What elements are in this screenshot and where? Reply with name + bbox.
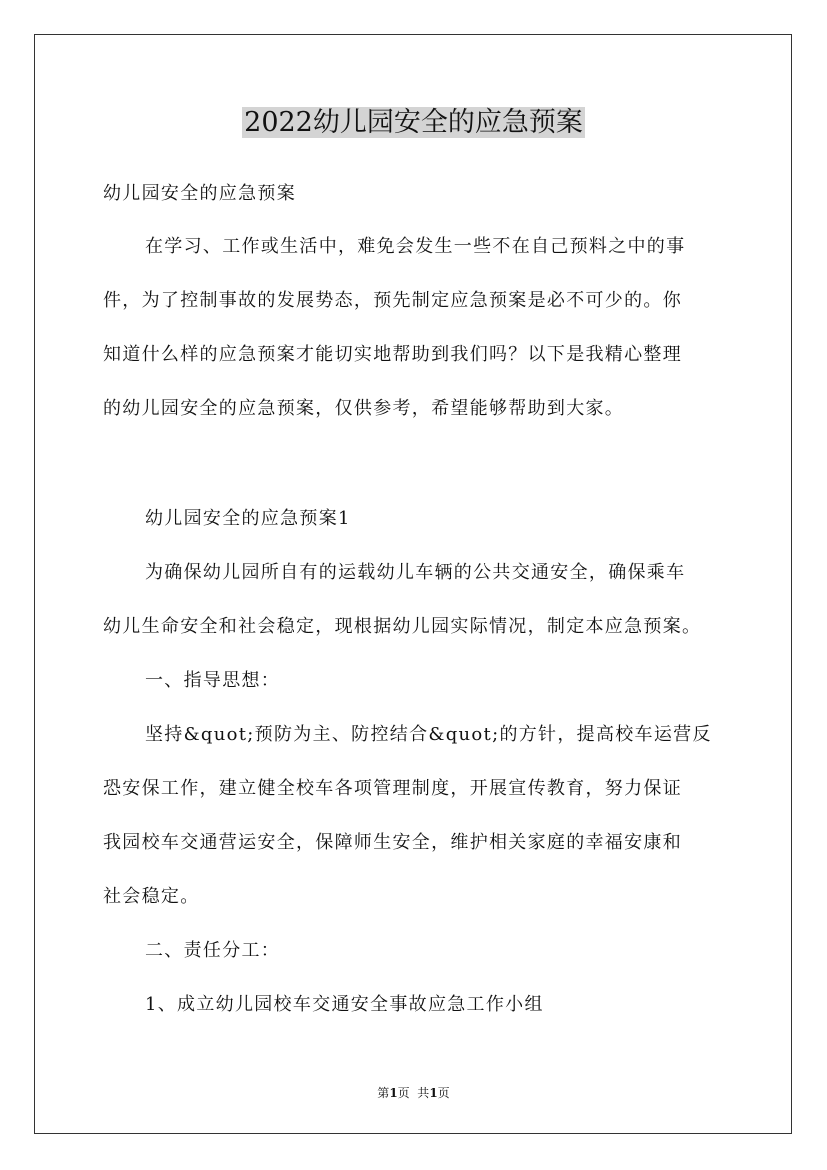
body-line: 幼儿生命安全和社会稳定，现根据幼儿园实际情况，制定本应急预案。 bbox=[103, 616, 702, 637]
body-line: 社会稳定。 bbox=[103, 886, 200, 907]
body-line: 为确保幼儿园所自有的运载幼儿车辆的公共交通安全，确保乘车 bbox=[145, 562, 686, 583]
document-title-text: 2022幼儿园安全的应急预案 bbox=[244, 107, 583, 138]
body-line: 我园校车交通营运安全，保障师生安全，维护相关家庭的幸福安康和 bbox=[103, 832, 682, 853]
body-line: 恐安保工作，建立健全校车各项管理制度，开展宣传教育，努力保证 bbox=[103, 778, 682, 799]
body-line: 在学习、工作或生活中，难免会发生一些不在自己预料之中的事 bbox=[145, 236, 686, 257]
body-line: 坚持&quot;预防为主、防控结合&quot;的方针，提高校车运营反 bbox=[145, 724, 712, 745]
body-line: 件，为了控制事故的发展势态，预先制定应急预案是必不可少的。你 bbox=[103, 290, 682, 311]
footer-mid: 页 共 bbox=[397, 1086, 430, 1100]
footer-page-number: 1 bbox=[389, 1086, 398, 1100]
page-footer bbox=[0, 1084, 827, 1102]
numbered-heading: 二、责任分工： bbox=[145, 940, 281, 961]
list-item: 1、成立幼儿园校车交通安全事故应急工作小组 bbox=[145, 994, 544, 1015]
section-heading: 幼儿园安全的应急预案 bbox=[103, 183, 296, 204]
body-line: 的幼儿园安全的应急预案，仅供参考，希望能够帮助到大家。 bbox=[103, 398, 625, 419]
document-title bbox=[0, 103, 827, 143]
footer-suffix: 页 bbox=[437, 1086, 450, 1100]
numbered-heading: 一、指导思想： bbox=[145, 670, 281, 691]
subsection-heading: 幼儿园安全的应急预案1 bbox=[145, 508, 351, 529]
body-line: 知道什么样的应急预案才能切实地帮助到我们吗？以下是我精心整理 bbox=[103, 344, 682, 365]
footer-prefix: 第 bbox=[377, 1086, 390, 1100]
footer-page-total: 1 bbox=[429, 1086, 438, 1100]
